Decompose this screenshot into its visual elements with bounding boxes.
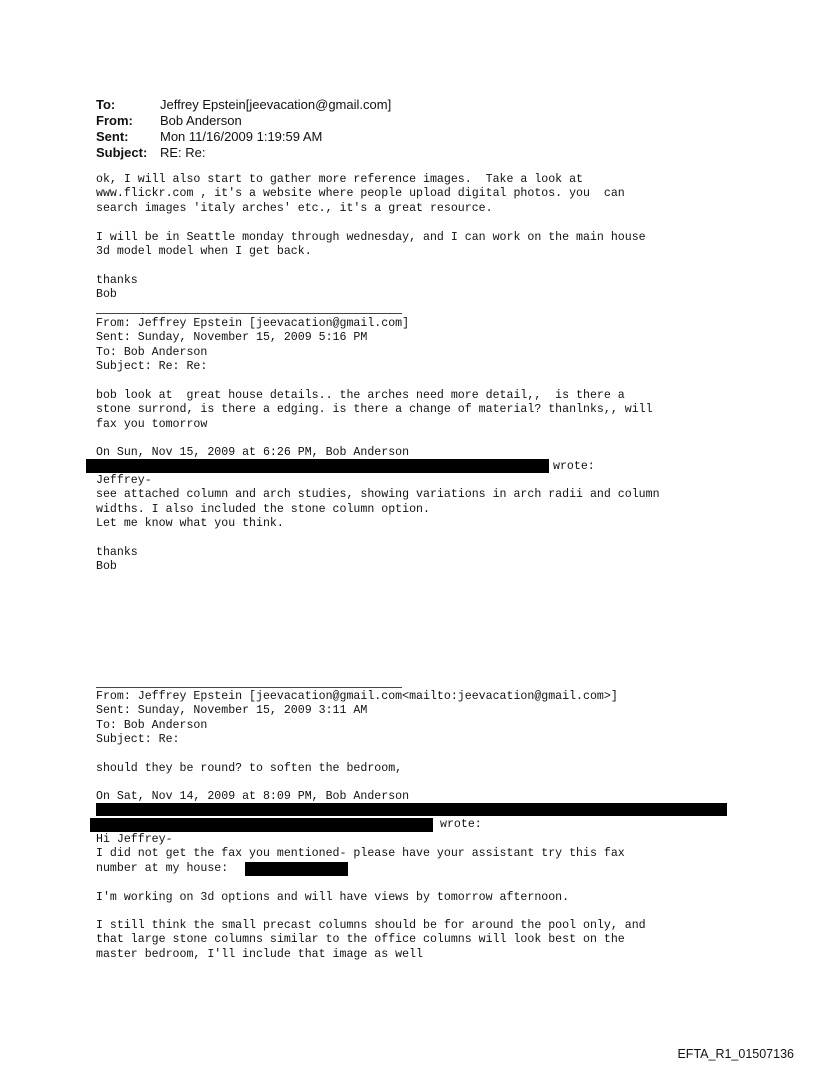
quote1-text: bob look at great house details.. the arches need more detail,, is there a stone surrond, is there a edging. is there a change of material? thanlnks,, will fax you tomorrow (96, 389, 653, 431)
separator-1 (96, 313, 402, 314)
quote1-on-line: On Sun, Nov 15, 2009 at 6:26 PM, Bob Anderson (96, 446, 410, 459)
to-value: Jeffrey Epstein[jeevacation@gmail.com] (160, 97, 392, 112)
subject-label: Subject: (96, 145, 148, 160)
sent-value: Mon 11/16/2009 1:19:59 AM (160, 129, 323, 144)
quote2-wrote: wrote: (440, 818, 482, 831)
quote2-text: should they be round? to soften the bedroom, (96, 762, 403, 775)
email-header (96, 97, 391, 161)
subject-value: RE: Re: (160, 145, 206, 160)
quote2-reply-2: I'm working on 3d options and will have views by tomorrow afternoon. (96, 891, 570, 904)
quote1-signature: thanks Bob (96, 546, 138, 574)
redaction-block (90, 818, 433, 832)
quote1-reply: Jeffrey- see attached column and arch studies, showing variations in arch radii and column widths. I also included the stone column option. Let me know what you think. (96, 474, 660, 531)
body-paragraph-2: I will be in Seattle monday through wednesday, and I can work on the main house 3d model model when I get back. (96, 231, 646, 259)
to-label: To: (96, 97, 116, 112)
quote2-reply-1: Hi Jeffrey- I did not get the fax you mentioned- please have your assistant try this fax number at my house: (96, 833, 625, 875)
redaction-block (245, 862, 348, 876)
quote2-on-line: On Sat, Nov 14, 2009 at 8:09 PM, Bob Anderson (96, 790, 410, 803)
from-value: Bob Anderson (160, 113, 242, 128)
redaction-block (96, 803, 727, 816)
sent-label: Sent: (96, 129, 129, 144)
quote1-meta: From: Jeffrey Epstein [jeevacation@gmail.com] Sent: Sunday, November 15, 2009 5:16 PM To: Bob Anderson Subject: Re: Re: (96, 317, 410, 374)
separator-2 (96, 687, 402, 688)
redaction-block (86, 459, 549, 473)
body-paragraph-1: ok, I will also start to gather more reference images. Take a look at www.flickr.com , it's a website where people upload digital photos. you can search images 'italy arches' etc., it's a great resource. (96, 173, 625, 215)
quote2-meta: From: Jeffrey Epstein [jeevacation@gmail.com<mailto:jeevacation@gmail.com>] Sent: Sunday, November 15, 2009 3:11 AM To: Bob Anderson Subject: Re: (96, 690, 618, 747)
quote2-reply-3: I still think the small precast columns should be for around the pool only, and that large stone columns similar to the office columns will look best on the master bedroom, I'll include that image as well (96, 919, 646, 961)
body-signature: thanks Bob (96, 274, 138, 302)
document-id: EFTA_R1_01507136 (677, 1047, 794, 1061)
from-label: From: (96, 113, 133, 128)
quote1-wrote: wrote: (553, 460, 595, 473)
